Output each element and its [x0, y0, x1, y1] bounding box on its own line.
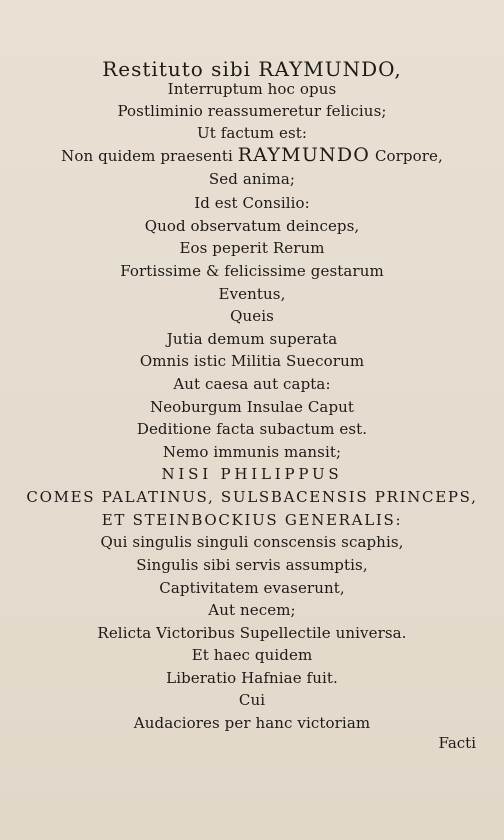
name-line-name: RAYMUNDO: [237, 144, 371, 166]
text-line: Nemo immunis mansit;: [162, 443, 342, 461]
opening-lead: Restituto sibi: [102, 57, 252, 81]
text-line: Fortissime & felicissime gestarum: [120, 262, 384, 280]
text-line: Qui singulis singuli conscensis scaphis,: [100, 533, 404, 551]
text-line: Et haec quidem: [191, 646, 313, 664]
text-line: Id est Consilio:: [194, 194, 310, 212]
text-line: Singulis sibi servis assumptis,: [136, 556, 368, 574]
caps-line: COMES PALATINUS, SULSBACENSIS PRINCEPS,: [26, 488, 478, 506]
opening-name: RAYMUNDO,: [258, 57, 402, 81]
caps-line: NISI PHILIPPUS: [161, 465, 343, 483]
text-line: Neoburgum Insulae Caput: [149, 398, 355, 416]
name-line-tail: Corpore,: [374, 147, 443, 165]
text-line: Jutia demum superata: [166, 330, 338, 348]
text-line: Sed anima;: [208, 170, 296, 188]
text-line: Relicta Victoribus Supellectile universa.: [97, 624, 407, 642]
text-line: Ut factum est:: [196, 124, 308, 142]
text-line: Eventus,: [218, 285, 286, 303]
text-line: Liberatio Hafniae fuit.: [166, 669, 338, 687]
text-line: Omnis istic Militia Suecorum: [139, 352, 365, 370]
text-line: Audaciores per hanc victoriam: [133, 714, 371, 732]
text-line: Aut caesa aut capta:: [173, 375, 331, 393]
catchword: Facti: [438, 734, 476, 752]
text-line: Deditione facta subactum est.: [136, 420, 368, 438]
text-line: Captivitatem evaserunt,: [159, 579, 345, 597]
caps-line: ET STEINBOCKIUS GENERALIS:: [101, 511, 403, 529]
text-line: Aut necem;: [208, 601, 296, 619]
text-line: Quod observatum deinceps,: [144, 217, 360, 235]
text-line: Cui: [238, 691, 266, 709]
name-line-lead: Non quidem praesenti: [61, 147, 233, 165]
name-line: [0, 146, 504, 165]
text-line: Eos peperit Rerum: [179, 239, 325, 257]
text-line: Postliminio reassumeretur felicius;: [117, 102, 387, 120]
opening-line: [0, 58, 504, 80]
text-line: Interruptum hoc opus: [167, 80, 337, 98]
text-line: Queis: [230, 307, 274, 325]
